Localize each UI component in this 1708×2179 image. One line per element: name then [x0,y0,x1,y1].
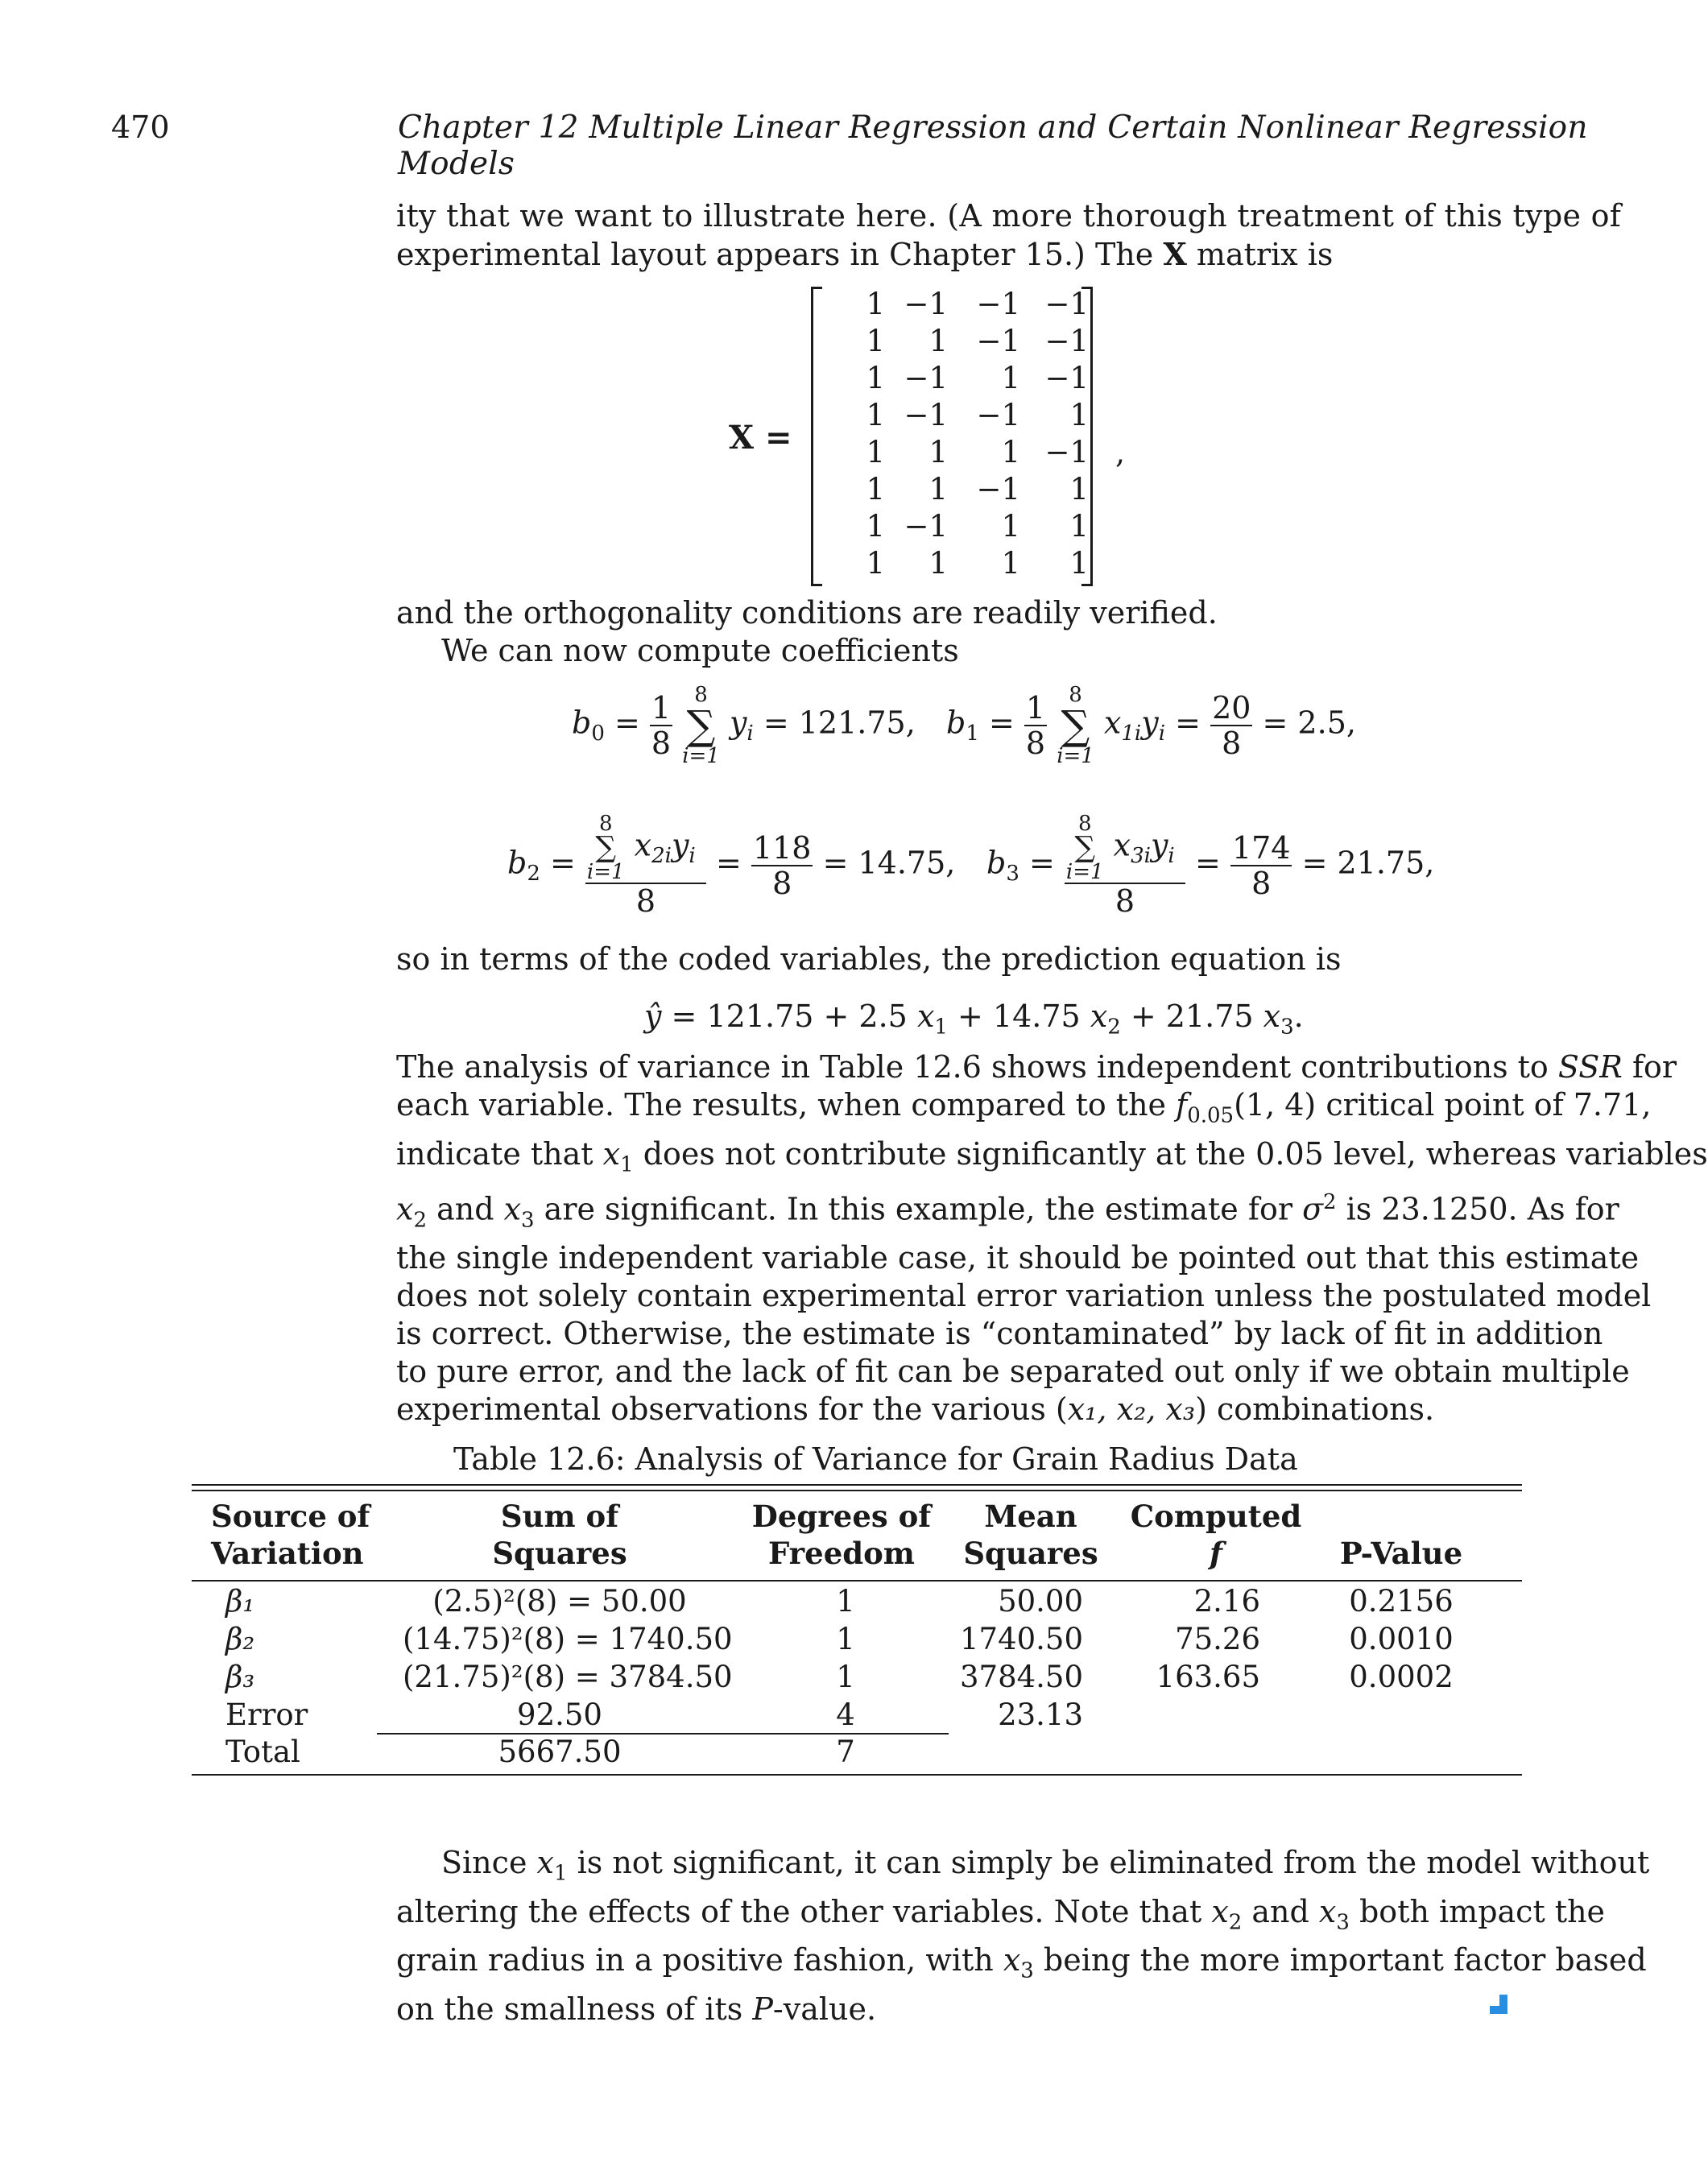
matrix-symbol: X [1163,236,1187,272]
closing-paragraph [396,1844,1650,2028]
matrix-cell: 1 [928,435,948,469]
matrix-cell: 1 [866,324,885,358]
cell-source: β₂ [225,1622,255,1656]
header-p-value: P-Value [1339,1536,1463,1571]
matrix-row [811,509,1093,546]
matrix-cell: −1 [976,472,1020,507]
page-number: 470 [111,110,170,145]
end-of-example-icon [1490,1995,1507,2014]
matrix-cell: 1 [928,472,948,507]
matrix-cell: 1 [866,472,885,507]
matrix-row [811,287,1093,324]
summation-symbol: 8 ∑ i=1 [1057,683,1094,768]
closing-line-2: altering the effects of the other variables. Note that $x_2$ and $x_3$ both impact the [396,1893,1606,1935]
cell-p-value: 0.0010 [1349,1622,1454,1656]
closing-line-4: on the smallness of its P-value. [396,1991,877,2027]
cell-sum-of-squares: (21.75)²(8) = 3784.50 [403,1660,733,1694]
after-matrix-paragraph [396,594,1516,670]
matrix-cell: −1 [1044,324,1089,358]
matrix-cell: 1 [866,509,885,544]
anova-line-9: experimental observations for the various (x₁, x₂, x₃) combinations. [396,1391,1435,1428]
matrix-cell: 1 [1001,435,1020,469]
anova-line-2: each variable. The results, when compared to the $f_{0.05}(1$, 4) critical point of 7.71, [396,1087,1652,1128]
anova-line-7: is correct. Otherwise, the estimate is “contaminated” by lack of fit in addition [396,1316,1603,1352]
after-matrix-line-2: We can now compute coefficients [441,633,959,668]
formula-b3: $b_3$ = 8 ∑ i=1 $x_{3i}y_i$ 8 = $\frac{174}{8}$ = 21.75, [986,812,1435,919]
cell-sum-of-squares: (2.5)²(8) = 50.00 [432,1584,687,1619]
matrix-cell: −1 [904,287,948,321]
matrix-cell: −1 [1044,435,1089,469]
cell-mean-squares: 50.00 [998,1584,1083,1619]
cell-degrees-of-freedom: 1 [836,1584,855,1619]
cell-p-value: 0.0002 [1349,1660,1454,1694]
anova-line-3: indicate that $x_1$ does not contribute significantly at the 0.05 level, whereas variables [396,1135,1708,1177]
header-source: Source of Variation [211,1499,370,1571]
matrix-comma: , [1115,435,1126,470]
header-degrees-of-freedom: Degrees of Freedom [751,1499,932,1571]
cell-computed-f: 163.65 [1156,1660,1260,1694]
matrix-row [811,324,1093,361]
intro-text: matrix is [1186,237,1334,272]
cell-source: β₃ [225,1660,255,1694]
prediction-equation: ŷ = 121.75 + 2.5 $x_1 + 14.75$ $x_2 + 21.75$ $x_3$. [644,999,1304,1040]
matrix-row [811,398,1093,435]
cell-computed-f: 75.26 [1175,1622,1260,1656]
anova-line-4: $x_2$ and $x_3$ are significant. In this example, the estimate for $\sigma^2$ is 23.1250. As for [396,1190,1619,1233]
matrix-cell: −1 [904,361,948,395]
intro-line-1: ity that we want to illustrate here. (A more thorough treatment of this type of [396,198,1622,234]
matrix-cell: 1 [1001,361,1020,395]
anova-paragraph [396,1048,1708,1429]
table-bottom-rule [192,1774,1522,1776]
cell-degrees-of-freedom: 1 [836,1660,855,1694]
closing-line-3: grain radius in a positive fashion, with $x_3$ being the more important factor based [396,1942,1647,1983]
cell-source: β₁ [225,1584,255,1619]
header-mean-squares: Mean Squares [963,1499,1098,1571]
matrix-cell: 1 [928,546,948,581]
cell-mean-squares: 1740.50 [959,1622,1083,1656]
x-matrix [811,287,1093,586]
matrix-cell: −1 [976,287,1020,321]
matrix-cell: 1 [1069,398,1089,432]
closing-line-1: Since $x_1$ is not significant, it can simply be eliminated from the model without [441,1845,1650,1886]
matrix-cell: 1 [1069,546,1089,581]
table-header-rule [192,1580,1522,1582]
matrix-cell: 1 [1001,509,1020,544]
table-top-rule-2 [192,1490,1522,1491]
cell-sum-of-squares: (14.75)²(8) = 1740.50 [403,1622,733,1656]
intro-paragraph [396,197,1622,274]
matrix-cell: 1 [866,546,885,581]
total-source: Total [225,1735,300,1769]
header-sum-of-squares: Sum of Squares [492,1499,627,1571]
matrix-cell: 1 [866,361,885,395]
matrix-label: X = [729,419,792,457]
matrix-cell: 1 [928,324,948,358]
anova-line-5: the single independent variable case, it should be pointed out that this estimate [396,1240,1640,1276]
matrix-cell: −1 [1044,287,1089,321]
cell-p-value: 0.2156 [1349,1584,1454,1619]
matrix-cell: −1 [976,324,1020,358]
matrix-cell: 1 [1069,509,1089,544]
running-head: Chapter 12 Multiple Linear Regression and Certain Nonlinear Regression Models [398,110,1588,182]
total-sum-of-squares: 5667.50 [498,1735,622,1769]
anova-line-1: The analysis of variance in Table 12.6 shows independent contributions to SSR for [396,1049,1677,1085]
cell-degrees-of-freedom: 4 [836,1697,855,1732]
anova-line-6: does not solely contain experimental error variation unless the postulated model [396,1278,1652,1314]
cell-mean-squares: 23.13 [998,1697,1083,1732]
formula-b2: $b_2$ = 8 ∑ i=1 $x_{2i}y_i$ 8 = $\frac{118}{8}$ = 14.75, [507,812,956,919]
summation-symbol: 8 ∑ i=1 [682,683,720,768]
matrix-cell: 1 [866,435,885,469]
matrix-cell: 1 [1069,472,1089,507]
matrix-cell: 1 [1001,546,1020,581]
prediction-lead: so in terms of the coded variables, the prediction equation is [396,941,1342,977]
matrix-row [811,472,1093,509]
cell-sum-of-squares: 92.50 [517,1697,602,1732]
matrix-cell: 1 [866,398,885,432]
formula-b1: $b_1$ = $\frac{1}{8}$ 8 ∑ i=1 $x_{1i}y_i$ = $\frac{20}{8}$ = 2.5, [946,683,1356,768]
cell-computed-f: 2.16 [1193,1584,1260,1619]
intro-text: experimental layout appears in Chapter 15.) The [396,237,1164,272]
matrix-cell: −1 [976,398,1020,432]
after-matrix-line-1: and the orthogonality conditions are readily verified. [396,595,1218,631]
table-top-rule [192,1484,1522,1486]
total-degrees-of-freedom: 7 [836,1735,855,1769]
formula-b0: $b_0$ = $\frac{1}{8}$ 8 ∑ i=1 $y_i = 121.75$, [572,683,916,768]
matrix-row [811,546,1093,583]
intro-line-2 [396,235,1516,274]
cell-mean-squares: 3784.50 [959,1660,1083,1694]
table-caption: Table 12.6: Analysis of Variance for Grain Radius Data [453,1441,1298,1477]
matrix-cell: 1 [866,287,885,321]
cell-degrees-of-freedom: 1 [836,1622,855,1656]
matrix-cell: −1 [904,398,948,432]
cell-source: Error [225,1697,308,1732]
anova-line-8: to pure error, and the lack of fit can be separated out only if we obtain multiple [396,1354,1630,1390]
matrix-row [811,361,1093,398]
header-computed-f: Computed f [1130,1499,1302,1571]
matrix-row [811,435,1093,472]
matrix-cell: −1 [1044,361,1089,395]
matrix-cell: −1 [904,509,948,544]
